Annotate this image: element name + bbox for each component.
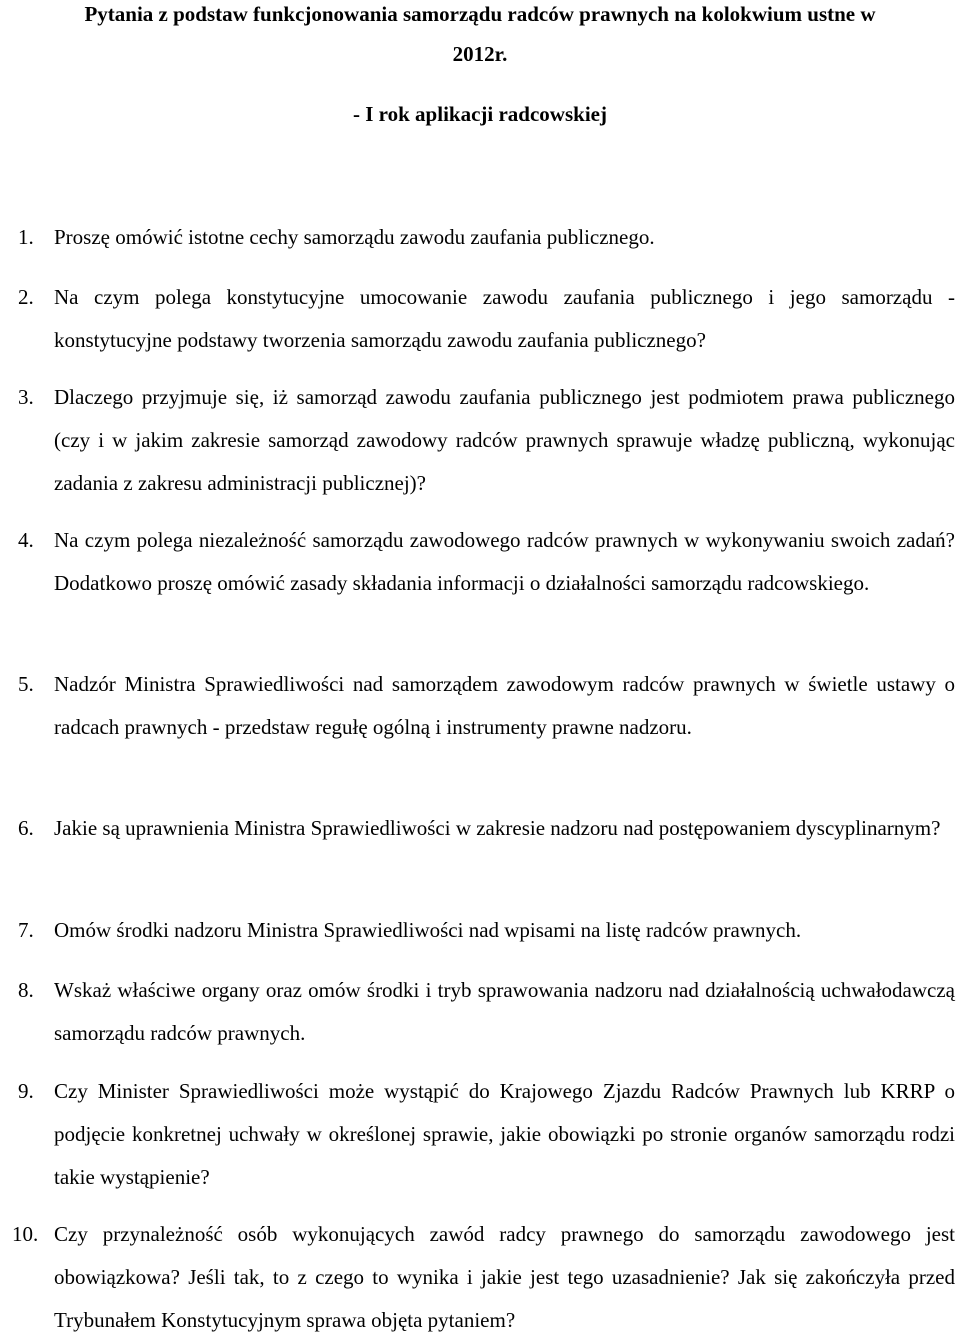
question-text: Czy przynależność osób wykonujących zawód radcy prawnego do samorządu zawodowego jest obowiązkowa? Jeśli tak, to z czego to wynika i jakie jest tego uzasadnienie? Jak się zakończyła przed Trybunałem Konstytucyjnym sprawa objęta pytaniem? xyxy=(54,1222,955,1332)
question-number: 6. xyxy=(18,816,34,840)
document-title-line-2: 2012r. xyxy=(452,42,508,66)
question-text: Jakie są uprawnienia Ministra Sprawiedliwości w zakresie nadzoru nad postępowaniem dyscyplinarnym? xyxy=(54,816,941,840)
question-number: 3. xyxy=(18,385,34,409)
question-number: 1. xyxy=(18,225,34,249)
question-number: 2. xyxy=(18,285,34,309)
question-text: Nadzór Ministra Sprawiedliwości nad samorządem zawodowym radców prawnych w świetle ustawy o radcach prawnych - przedstaw regułę ogólną i instrumenty prawne nadzoru. xyxy=(54,672,955,739)
question-number: 10. xyxy=(12,1222,39,1246)
question-text: Czy Minister Sprawiedliwości może wystąpić do Krajowego Zjazdu Radców Prawnych lub KRRP o podjęcie konkretnej uchwały w określonej sprawie, jakie obowiązki po stronie organów samorządu rodzi takie wystąpienie? xyxy=(54,1079,955,1189)
question-number: 5. xyxy=(18,672,34,696)
question-number: 7. xyxy=(18,918,34,942)
question-text: Omów środki nadzoru Ministra Sprawiedliwości nad wpisami na listę radców prawnych. xyxy=(54,918,802,942)
question-text: Proszę omówić istotne cechy samorządu zawodu zaufania publicznego. xyxy=(54,225,655,249)
question-text: Na czym polega niezależność samorządu zawodowego radców prawnych w wykonywaniu swoich zadań? Dodatkowo proszę omówić zasady składania informacji o działalności samorządu radcowskiego. xyxy=(54,528,955,595)
question-number: 8. xyxy=(18,978,34,1002)
document-subtitle: - I rok aplikacji radcowskiej xyxy=(353,102,607,126)
question-number: 4. xyxy=(18,528,34,552)
question-number: 9. xyxy=(18,1079,34,1103)
question-text: Wskaż właściwe organy oraz omów środki i tryb sprawowania nadzoru nad działalnością uchwałodawczą samorządu radców prawnych. xyxy=(54,978,955,1045)
question-text: Dlaczego przyjmuje się, iż samorząd zawodu zaufania publicznego jest podmiotem prawa publicznego (czy i w jakim zakresie samorząd zawodowy radców prawnych sprawuje władzę publiczną, wykonując zadania z zakresu administracji publicznej)? xyxy=(54,385,955,495)
document-title-line-1: Pytania z podstaw funkcjonowania samorządu radców prawnych na kolokwium ustne w xyxy=(84,2,876,26)
question-text: Na czym polega konstytucyjne umocowanie zawodu zaufania publicznego i jego samorządu - konstytucyjne podstawy tworzenia samorządu zawodu zaufania publicznego? xyxy=(54,285,955,352)
